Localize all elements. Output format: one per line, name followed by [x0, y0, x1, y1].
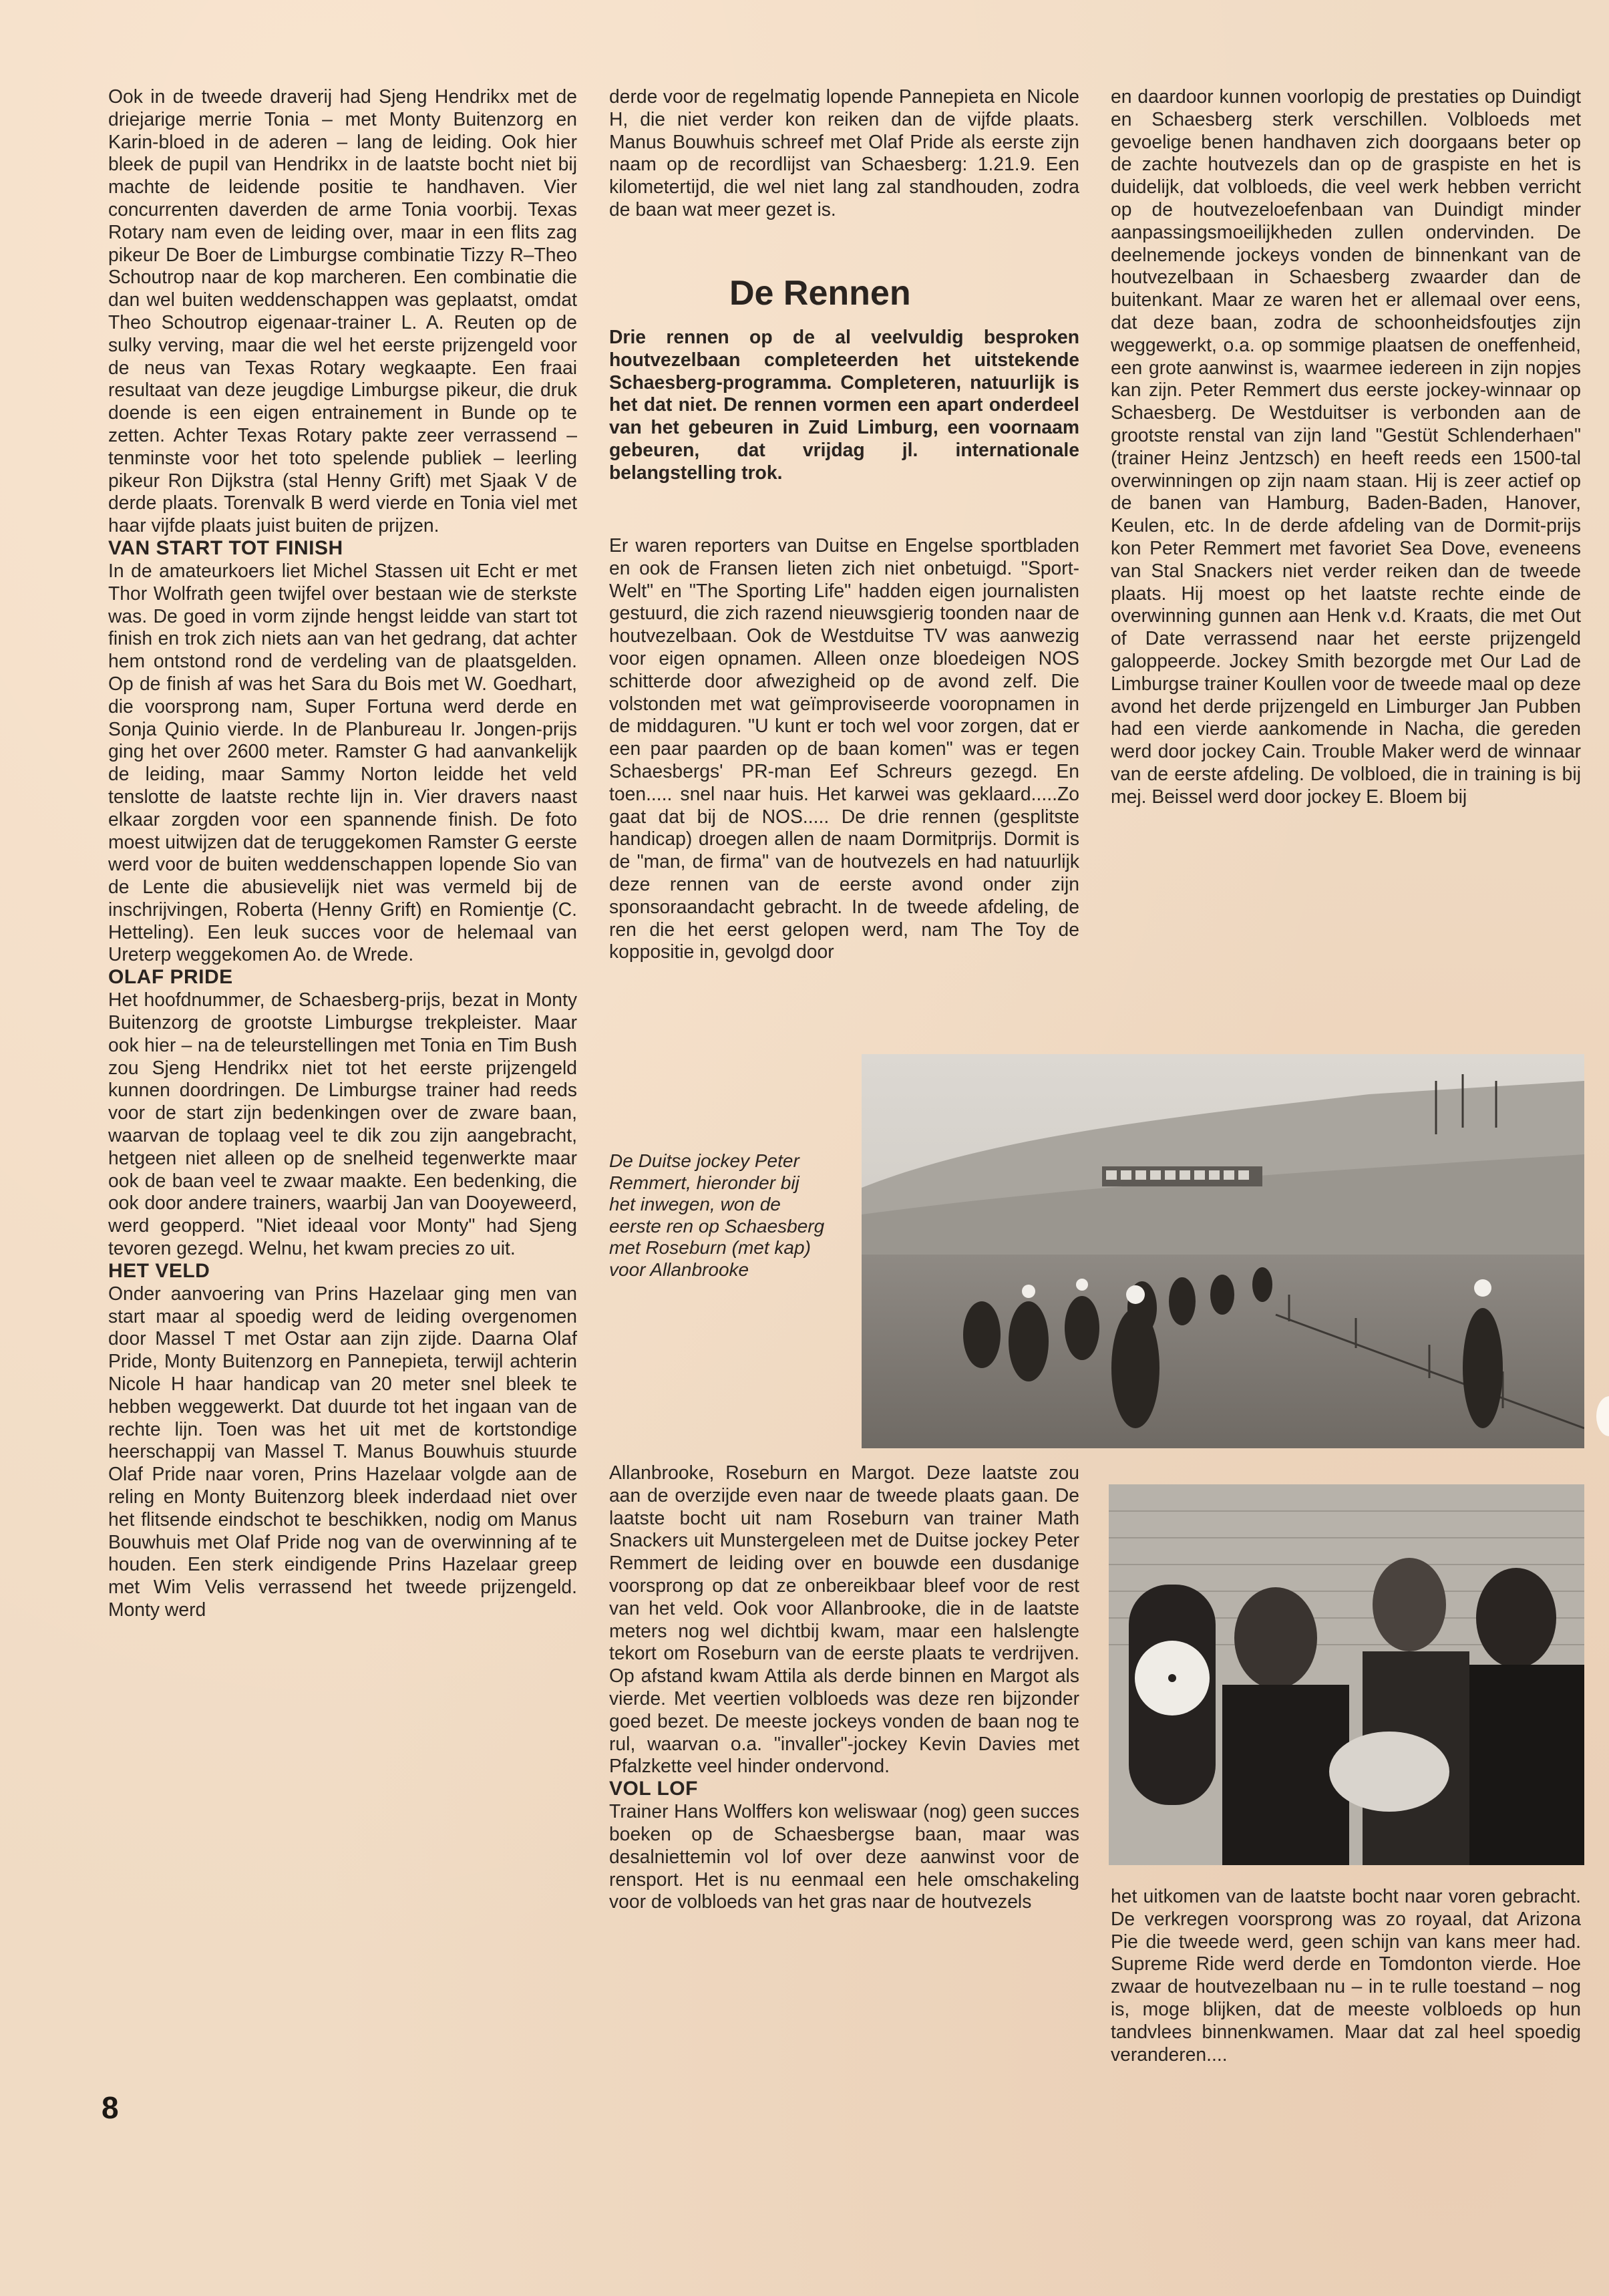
column-3-top: [1111, 86, 1581, 1047]
column-3-bottom: [1111, 1885, 1581, 2099]
paper-spot: [1596, 1396, 1609, 1436]
paragraph-olaf-pride: Het hoofdnummer, de Schaesberg-prijs, bezat in Monty Buitenzorg de grootste Limburgse trekpleister. Maar ook hier – na de teleurstellingen met Tonia en Tim Bush zou Sjeng Hendrikx niet tot het eerste prijzengeld kunnen doordringen. De Limburgse trainer had reeds voor de start zijn bedenkingen over de zware baan, waarvan de toplaag veel te dik zou zijn aangebracht, hetgeen niet alleen op de snelheid tegenwerkte maar ook de baan veel te zwaar maakte. Een bedenking, die ook door andere trainers, waarbij Jan van Dooyeweerd, werd geopperd. "Niet ideaal voor Monty" had Sjeng tevoren gezegd. Welnu, het kwam precies zo uit.: [108, 989, 577, 1259]
paragraph-allanbrooke: Allanbrooke, Roseburn en Margot. Deze laatste zou aan de overzijde even naar de tweede plaats gaan. De laatste bocht uit nam Roseburn van trainer Math Snackers uit Munstergeleen met de Duitse jockey Peter Remmert de leiding over en bouwde een dusdanige voorsprong op dat ze onbereikbaar bleef voor de rest van het veld. Ook voor Allanbrooke, die in de laatste meters nog wel dichtbij kwam, maar een halslengte tekort om Roseburn van de eerste plaats te verdrijven. Op afstand kwam Attila als derde binnen en Margot als vierde. Met veertien volbloeds was deze ren bijzonder goed bezet. De meeste jockeys vonden de baan nog te rul, waarvan o.a. "invaller"-jockey Kevin Davies met Pfalzkette veel hinder ondervond.: [609, 1462, 1079, 1777]
paragraph-de-rennen: Er waren reporters van Duitse en Engelse sportbladen en ook de Fransen lieten zich niet onbetuigd. "Sport-Welt" en "The Sporting Life" hadden eigen journalisten gestuurd, die zich razend nieuwsgierig toonden naar de houtvezelbaan. Ook de Westduitse TV was aanwezig voor eigen opnamen. Alleen onze bloedeigen NOS schitterde door afwezigheid op de avond zelf. Die volstonden met wat geïmproviseerde vooropnamen in de middaguren. "U kunt er toch wel voor zorgen, dat er een paar paarden op de baan komen" was er tegen Schaesbergs' PR-man Eef Schreurs gezegd. En toen..... snel naar huis. Het karwei was geklaard.....Zo gaat dat bij de NOS..... De drie rennen (gesplitste handicap) droegen allen de naam Dormitprijs. Dormit is de "man, de firma" van de houtvezels en had natuurlijk deze rennen van de eerste avond onder zijn sponsoraandacht gebracht. In de tweede afdeling, de ren die het eerst gelopen werd, nam The Toy de koppositie in, gevolgd door: [609, 534, 1079, 963]
paragraph-van-start-tot-finish: In de amateurkoers liet Michel Stassen uit Echt er met Thor Wolfrath geen twijfel over bestaan wie de sterkste was. De goed in vorm zijnde hengst leidde van start tot finish en trok zich niets aan van het gedrang, dat achter hem ontstond rond de verdeling van de plaatsgelden. Op de finish af was het Sara du Bois met W. Goedhart, die voorsprong nam, Super Fortuna werd derde en Sonja Quinio vierde. In de Planbureau Ir. Jongen-prijs ging het over 2600 meter. Ramster G had aanvankelijk de leiding, maar Sammy Norton leidde het veld tenslotte de laatste rechte lijn in. Vier dravers naast elkaar zorgden voor een spannende finish. De foto moest uitwijzen dat de teruggekomen Ramster G eerste werd voor de buiten weddenschappen lopende Sio van de Lente die abusievelijk niet was vermeld bij de inschrijvingen, Roberta (Henny Grift) en Romientje (C. Hetteling). Een leuk succes voor de helemaal van Ureterp weggekomen Ao. de Wrede.: [108, 559, 577, 965]
paragraph-het-veld: Onder aanvoering van Prins Hazelaar ging men van start maar al spoedig werd de leiding overgenomen door Massel T met Ostar aan zijn zijde. Daarna Olaf Pride, Monty Buitenzorg en Pannepieta, terwijl achterin Nicole H haar handicap van 20 meter snel bleek te hebben weggewerkt. Dat duurde tot het ingaan van de rechte lijn. Toen was het uit met de kortstondige heerschappij van Massel T. Manus Bouwhuis stuurde Olaf Pride naar voren, Prins Hazelaar volgde aan de reling en Monty Buitenzorg bleek inderdaad niet over het flitsende eindschot te beschikken, nodig om Manus Bouwhuis met Olaf Pride nog van de overwinning af te houden. Een sterk eindigende Prins Hazelaar greep met Wim Velis verrassend het tweede prijzengeld. Monty werd: [108, 1282, 577, 1620]
paragraph-duindigt: en daardoor kunnen voorlopig de prestaties op Duindigt en Schaesberg sterk verschillen. Volbloeds met gevoelige benen handhaven zich doorgaans beter op de zachte houtvezels dan op de graspiste en het is duidelijk, dat volbloeds, die veel werk hebben verricht op de houtvezeloefenbaan van Duindigt minder aanpassingsmoeilijkheden zullen ondervinden. De deelnemende jockeys vonden de binnenkant van de houtvezelbaan in Schaesberg zwaarder dan de buitenkant. Maar ze waren het er allemaal over eens, dat deze baan, zodra de schoonheidsfoutjes zijn weggewerkt, o.a. op sommige plaatsen de oneffenheid, een grote aanwinst is, waarmee iedereen in zijn nopjes kan zijn. Peter Remmert dus eerste jockey-winnaar op Schaesberg. De Westduitser is verbonden aan de grootste renstal van zijn land "Gestüt Schlenderhaen" (trainer Heinz Jentzsch) en heeft reeds een 1500-tal overwinningen op zijn naam staan. Hij is zeer actief op de banen van Hamburg, Baden-Baden, Hanover, Keulen, etc. In de derde afdeling van de Dormit-prijs kon Peter Remmert met favoriet Sea Dove, eveneens van Stal Snackers niet verder reiken dan de tweede plaats. Hij moest op het laatste rechte einde de overwinning gunnen aan Henk v.d. Kraats, die met Out of Date verrassend naar het eerste prijzengeld galoppeerde. Jockey Smith bezorgde met Our Lad de Limburgse trainer Koullen voor de tweede maal op deze avond het derde prijzengeld en Limburger Jan Pubben had een vierde aankomende in Nacha, die gereden werd door jockey Cain. Trouble Maker werd de winnaar van de eerste afdeling. De volbloed, die in training is bij mej. Beissel werd door jockey E. Bloem bij: [1111, 86, 1581, 807]
heading-van-start-tot-finish: VAN START TOT FINISH: [108, 536, 343, 559]
column-2-top: [609, 86, 1079, 246]
weigh-in-photo-image: [1109, 1484, 1584, 1865]
heading-olaf-pride: OLAF PRIDE: [108, 966, 233, 989]
paragraph-pannepieta: derde voor de regelmatig lopende Pannepieta en Nicole H, die niet verder kon reiken dan de vijfde plaats. Manus Bouwhuis schreef met Olaf Pride als eerste zijn naam op de recordlijst van Schaesberg: 1.21.9. Een kilometertijd, die wel niet lang zal standhouden, zodra de baan wat meer gezet is.: [609, 86, 1079, 220]
race-photo-image: [862, 1054, 1584, 1448]
weigh-in-photo: [1109, 1484, 1584, 1865]
page-number: 8: [102, 2090, 119, 2125]
heading-het-veld: HET VELD: [108, 1259, 210, 1282]
race-photo: [862, 1054, 1584, 1448]
paragraph-draverij: Ook in de tweede draverij had Sjeng Hendrikx met de driejarige merrie Tonia – met Monty Buitenzorg en Karin-bloed in de aderen – lang de leiding. Ook hier bleek de pupil van Hendrikx in de laatste bocht niet bij machte de leidende positie te handhaven. Vier concurrenten daverden de arme Tonia voorbij. Texas Rotary nam even de leiding over, maar in een flits zag pikeur De Boer de Limburgse combinatie Tizzy R–Theo Schoutrop naar de kop marcheren. Een combinatie die dan wel buiten weddenschappen was geplaatst, omdat Theo Schoutrop eigenaar-trainer L. A. Reuten op de sulky verving, maar die wel het eerste prijzengeld voor de neus van Texas Rotary wegkaapte. Een fraai resultaat van deze jeugdige Limburgse pikeur, die druk doende is een eigen entrainement in Bunde op te zetten. Achter Texas Rotary pakte zeer verrassend – tenminste voor het toto spelende publiek – leerling pikeur Ron Dijkstra (stal Henny Grift) met Sjaak V de derde plaats. Torenvalk B werd vierde en Tonia viel met haar vijfde plaats juist buiten de prijzen.: [108, 86, 577, 536]
paragraph-vol-lof: Trainer Hans Wolffers kon weliswaar (nog) geen succes boeken op de Schaesbergse baan, maar was desalniettemin vol lof over deze aanwinst voor de rensport. Het is nu eenmaal een hele omschakeling voor de volbloeds van het gras naar de houtvezels: [609, 1800, 1079, 1913]
de-rennen-intro: Drie rennen op de al veelvuldig besproken houtvezelbaan completeerden het uitstekende Schaesberg-programma. Completeren, natuurlijk is het dat niet. De rennen vormen een apart onderdeel van het gebeuren in Zuid Limburg, een voornaam gebeuren, dat vrijdag jl. internationale belangstelling trok.: [609, 326, 1079, 483]
heading-vol-lof: VOL LOF: [609, 1778, 698, 1800]
paragraph-arizona-pie: het uitkomen van de laatste bocht naar voren gebracht. De verkregen voorsprong was zo royaal, dat Arizona Pie die tweede werd, geen schijn van kans meer had. Supreme Ride werd derde en Tomdonton vierde. Hoe zwaar de houtvezelbaan nu – in te rulle toestand – nog is, moge blijken, dat de meeste volbloeds op hun tandvlees binnenkwamen. Maar dat zal heel spoedig veranderen....: [1111, 1885, 1581, 2065]
column-1: [108, 86, 577, 2090]
heading-de-rennen: De Rennen: [729, 274, 911, 313]
column-2-bottom: [609, 1462, 1079, 2096]
photo-caption: De Duitse jockey Peter Remmert, hieronder bij het inwegen, won de eerste ren op Schaesberg met Roseburn (met kap) voor Allanbrooke: [609, 1150, 825, 1280]
column-2-main: [609, 534, 1079, 1082]
